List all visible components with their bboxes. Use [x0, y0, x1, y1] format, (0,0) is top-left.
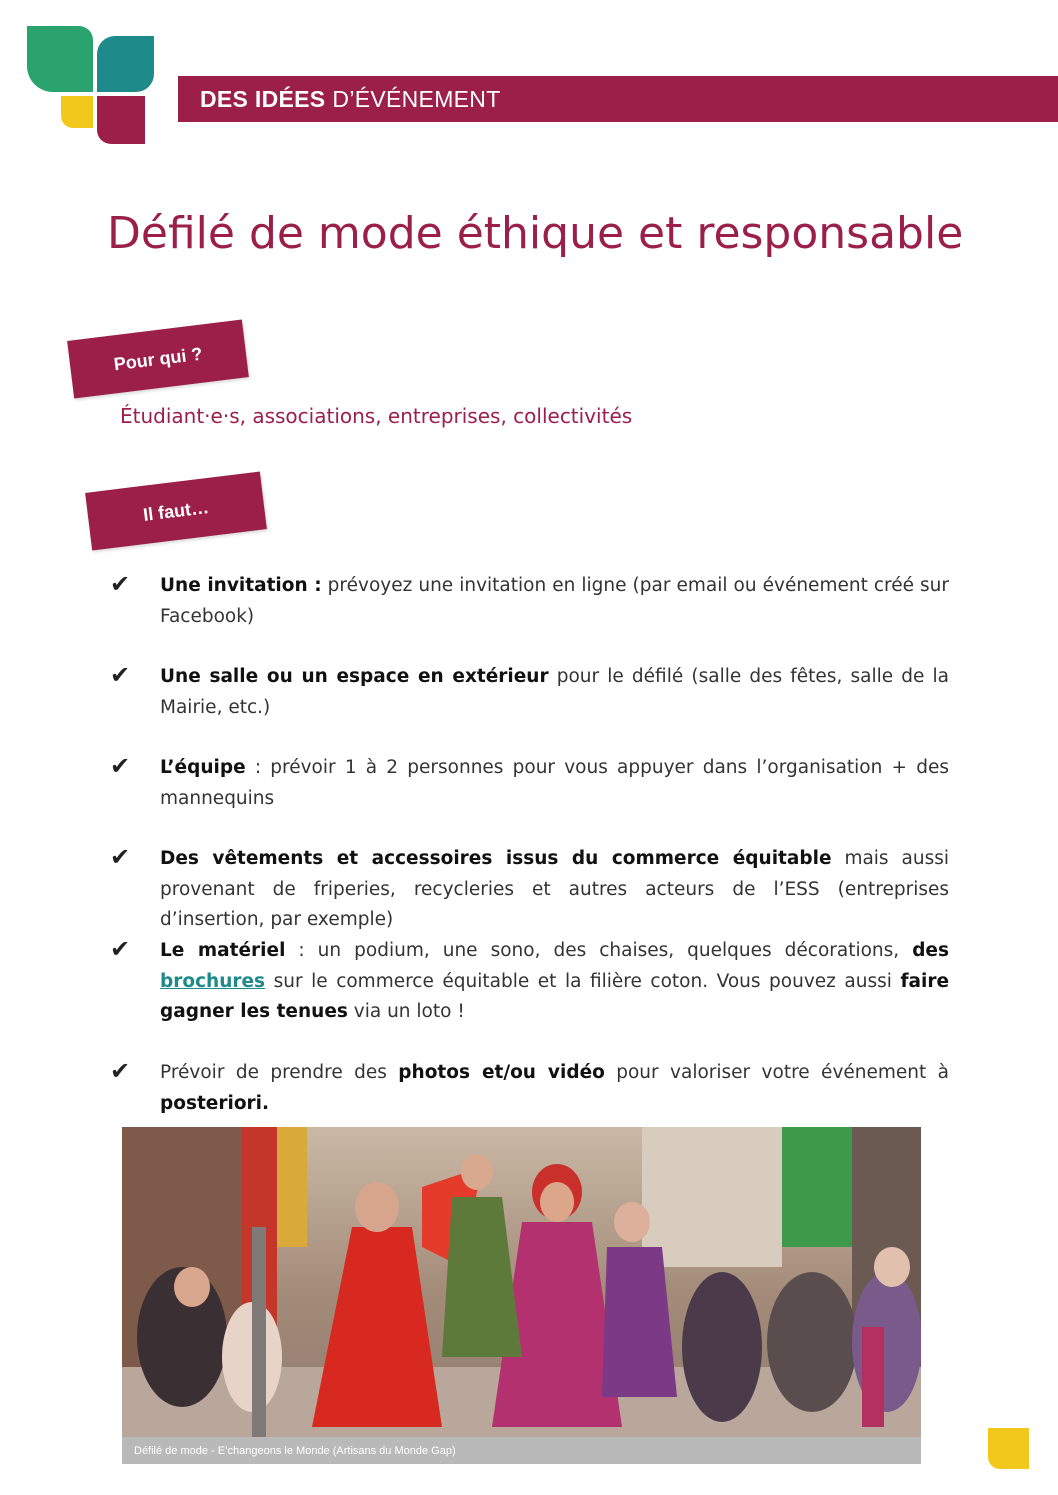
item-text: prévoyez une invitation en ligne (par email ou événement créé sur Facebook) [160, 575, 949, 627]
check-icon: ✔ [110, 844, 131, 871]
item-text: via un loto ! [347, 1001, 465, 1022]
header-bold: DES IDÉES [200, 85, 326, 112]
item-bold: faire gagner les tenues [160, 970, 949, 1022]
check-icon: ✔ [110, 662, 131, 689]
corner-decoration [988, 1428, 1029, 1469]
page-title: Défilé de mode éthique et responsable [107, 208, 964, 259]
tag-for-whom [67, 319, 249, 398]
item-bold: L’équipe [160, 757, 246, 778]
header-rest: D’ÉVÉNEMENT [332, 85, 501, 112]
item-bold: Une invitation : [160, 575, 322, 596]
item-bold: Le matériel [160, 940, 286, 961]
check-icon: ✔ [110, 1058, 131, 1085]
brochures-link[interactable]: brochures [160, 970, 266, 992]
tag-for-whom-label: Pour qui ? [112, 343, 204, 374]
checklist-item-text [160, 936, 949, 1028]
photo-caption: Défilé de mode - E’changeons le Monde (Artisans du Monde Gap) [122, 1437, 921, 1464]
checklist-item-text [160, 1058, 949, 1119]
item-text: sur le commerce équitable et la filière coton. Vous pouvez aussi [265, 970, 901, 992]
item-bold: des [912, 940, 949, 961]
item-text: mais aussi provenant de friperies, recycleries et autres acteurs de l’ESS (entreprises d’insertion, par exemple) [160, 848, 949, 930]
audience-text: Étudiant·e·s, associations, entreprises, collectivités [120, 404, 633, 428]
logo-yellow-leaf [61, 96, 93, 128]
checklist-item-text [160, 844, 949, 936]
logo-teal-leaf [97, 36, 154, 92]
checklist-item [110, 753, 950, 814]
logo-red-leaf [97, 96, 145, 144]
tag-needs [85, 471, 267, 550]
fashion-show-photo [122, 1127, 921, 1437]
item-bold: Une salle ou un espace en extérieur [160, 666, 549, 687]
item-text: pour le défilé (salle des fêtes, salle de la Mairie, etc.) [160, 666, 949, 718]
check-icon: ✔ [110, 571, 131, 598]
item-text: : un podium, une sono, des chaises, quelques décorations, [285, 940, 913, 961]
checklist-item-text [160, 753, 949, 814]
item-text: : prévoir 1 à 2 personnes pour vous appuyer dans l’organisation + des mannequins [160, 757, 949, 809]
checklist-item [110, 1058, 950, 1119]
check-icon: ✔ [110, 936, 131, 963]
item-bold: photos et/ou vidéo [398, 1062, 605, 1083]
tag-needs-label: Il faut… [141, 496, 210, 525]
photo-illustration [122, 1127, 921, 1437]
logo-green-leaf [27, 26, 93, 92]
item-text: pour valoriser votre événement à [604, 1062, 949, 1083]
checklist-item-text [160, 571, 949, 632]
checklist-item [110, 936, 950, 1028]
item-bold: Des vêtements et accessoires issus du commerce équitable [160, 848, 832, 869]
item-bold: posteriori. [160, 1092, 270, 1114]
item-text: Prévoir de prendre des [160, 1062, 399, 1083]
checklist-item [110, 844, 950, 936]
logo [27, 26, 155, 146]
check-icon: ✔ [110, 753, 131, 780]
checklist-item [110, 662, 950, 723]
header-banner [178, 76, 1058, 122]
checklist-item-text [160, 662, 949, 723]
checklist-item [110, 571, 950, 632]
